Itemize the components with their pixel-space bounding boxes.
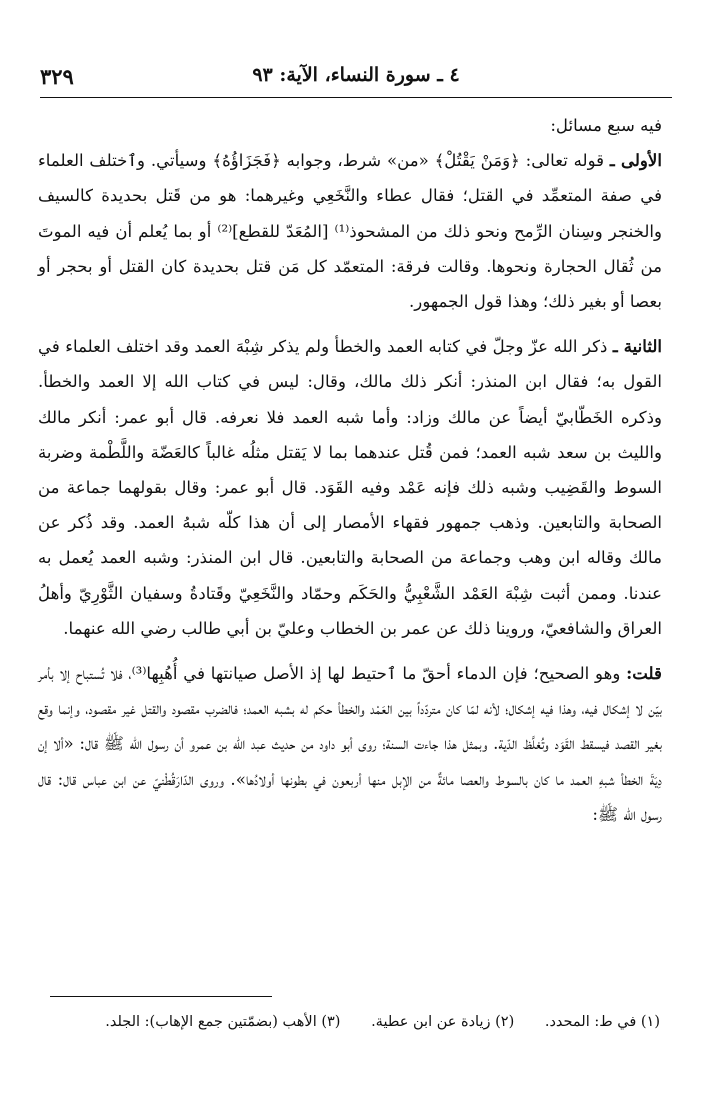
text-line: بين العَمْد والخطأ حكم له بشبه العمد؛ فالضرب مقصود والقتل غير مقصود، وإنما وقع: [38, 699, 412, 719]
text-line: ابن المنذر: وشبه العمد يُعمل به عندنا. وممن أثبت شِبْهَ العَمْد الشَّعْبِيُّ والحَكَم وحمّاد: [38, 548, 662, 603]
footnote-1: (١) في ط: المحدد.: [544, 1014, 660, 1030]
text-line: العمد والخطأ. وذكره الخَطّابيّ أيضاً عن مالك وزاد: وأما شبه العمد فلا نعرفه. قال أبو: [38, 372, 662, 427]
text-line: كالعَضّة واللَّطْمة وضربة السوط والقَضِيب وشبه ذلك فإنه عَمْد وفيه القَوَد. قال أبو عمر:: [38, 442, 662, 498]
main-text: [38, 108, 662, 832]
running-header: [40, 58, 672, 98]
footnote-3: (٣) الأهب (بضمّتين جمع الإهاب): الجلد.: [105, 1014, 341, 1030]
intro-line: فيه سبع مسائل:: [550, 116, 662, 135]
text-line: أو بما يُعلم أن فيه الموتَ من ثُقال الحجارة ونحوها. وقالت فرقة: المتعمّد كل مَن قتل: [38, 221, 662, 276]
text-line: وقال بقولهما جماعة من الصحابة والتابعين. وذهب جمهور فقهاء الأمصار إلى أن هذا: [38, 478, 662, 533]
running-title: ٤ ـ سورة النساء، الآية: ٩٣: [252, 64, 460, 86]
paragraph-third: [38, 656, 662, 832]
text-line: والنَّخَعِيّ وقَتادةُ وسفيان الثَّوْرِيّ وأهلُ العراق والشافعيّ، وروينا ذلك عن عمر بن: [38, 583, 662, 638]
text-line: وٱختلف العلماء في صفة المتعمِّد في القتل؛ فقال عطاء والنَّخَعِي وغيرهما: هو من قَتل: [38, 151, 663, 206]
text-line: ابن عباس قال: قال رسول الله ﷺ:: [38, 769, 662, 824]
text-line: عمر: أنكر مالك والليث بن سعد شبه العمد؛ فمن قُتل عندهما بما لا يَقتل مثلُه غالباً: [38, 407, 662, 462]
footnote-2: (٢) زيادة عن ابن عطية.: [371, 1014, 515, 1030]
text-line: العلماء في القول به؛ فقال ابن المنذر: أنكر ذلك مالك، وقال: ليس في كتاب الله إلا: [38, 337, 662, 392]
footnotes: [38, 1010, 660, 1034]
text-line: أُهُبِها⁽³⁾، فلا تُستباح إلا بأمر بيّن لا إشكال فيه، وهذا فيه إشكال؛ لأنه لمّا كان متردّداً: [38, 664, 662, 719]
header-rule: [40, 97, 672, 98]
text-line: بحديدة كان القتل أو بحجر أو بعصا أو بغير ذلك؛ وهذا قول الجمهور.: [38, 256, 662, 312]
paragraph-first: [38, 143, 662, 319]
paragraph-second: [38, 329, 662, 646]
issue-heading-second: الثانية ـ: [612, 336, 662, 357]
page-number: ٣٢٩: [40, 64, 74, 89]
text-line: ذكر الله عزّ وجلّ في كتابه العمد والخطأ ولم يذكر شِبْهَ العمد وقد اختلف: [116, 337, 608, 357]
text-line: بالسوط والعصا مائةٌ من الإبل منها أربعون في بطونها أولادُها». وروى الدّارَقُطْنيّ عن: [132, 769, 528, 789]
text-line: الخطاب وعليّ بن أبي طالب رضي الله عنهما.: [63, 618, 375, 638]
text-line: حديث عبد الله بن عمرو أن رسول الله ﷺ قال: «ألا إن دِيَةَ الخطأ شبهِ العمد ما كان: [38, 734, 662, 789]
text-line: بغير القصد فيسقط القَوَد وتُغلَّظ الدّية. وبمثل هذا جاءت السنة؛ روى أبو داود من: [301, 734, 662, 754]
text-line: قوله تعالى: ﴿وَمَنْ يَقْتُلْ﴾ «من» شرط، وجوابه ﴿فَجَزَاؤُهُ﴾ وسيأتي.: [150, 151, 605, 171]
text-line: وهو الصحيح؛ فإن الدماء أحقّ ما ٱحتيط لها إذ الأصل صيانتها في: [183, 664, 621, 684]
text-line: بحديدة كالسيف والخنجر وسِنان الرِّمح ونحو ذلك من المشحوذ⁽¹⁾ [المُعَدّ للقطع]⁽²⁾: [38, 186, 663, 241]
footnote-rule: [50, 996, 272, 997]
text-line: كلّه شبهُ العمد. وقد ذُكر عن مالك وقاله ابن وهب وجماعة من الصحابة والتابعين. قال: [38, 513, 662, 568]
qultu-heading: قلت:: [626, 663, 662, 684]
issue-heading-first: الأولى ـ: [609, 150, 662, 171]
